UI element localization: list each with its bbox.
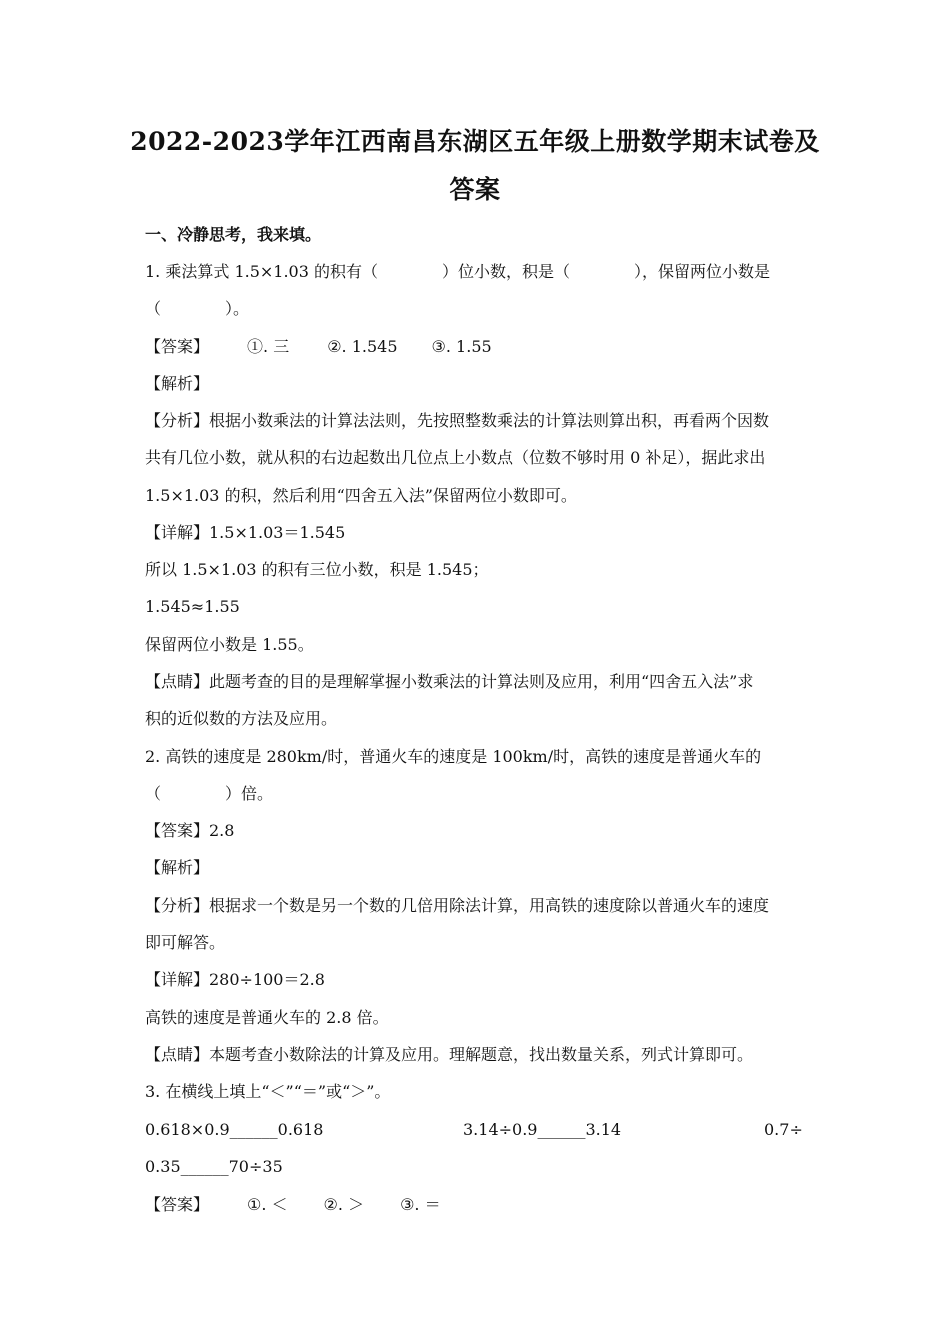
- q1-detail-a: 所以 1.5×1.03 的积有三位小数，积是 1.545；: [145, 560, 489, 579]
- q3-line-1: 3. 在横线上填上“＜”“＝”或“＞”。: [145, 1082, 391, 1101]
- q1-comment-1: 【点睛】此题考查的目的是理解掌握小数乘法的计算法则及应用，利用“四舍五入法”求: [145, 672, 754, 691]
- q1-comment-2: 积的近似数的方法及应用。: [145, 709, 338, 728]
- q1-jiexi: 【解析】: [145, 374, 210, 393]
- title-line-2: 答案: [449, 175, 501, 204]
- q2-jiexi: 【解析】: [145, 858, 210, 877]
- q1-detail-b: 1.545≈1.55: [145, 597, 240, 616]
- answer-c: ③. ＝: [400, 1195, 441, 1214]
- q2-analysis-1: 【分析】根据求一个数是另一个数的几倍用除法计算，用高铁的速度除以普通火车的速度: [145, 896, 770, 915]
- q3-expr-2: 3.14÷0.9______3.14: [463, 1120, 622, 1139]
- answer-b: ②. ＞: [323, 1195, 365, 1214]
- q2-detail: 【详解】280÷100＝2.8: [145, 970, 325, 989]
- q2-line-1: 2. 高铁的速度是 280km/时，普通火车的速度是 100km/时，高铁的速度是普通火车的: [145, 747, 762, 766]
- q2-detail-a: 高铁的速度是普通火车的 2.8 倍。: [145, 1008, 389, 1027]
- q3-expr-1: 0.618×0.9______0.618: [145, 1120, 324, 1139]
- q2-answer: 【答案】2.8: [145, 821, 235, 840]
- answer-b: ②. 1.545: [327, 337, 398, 356]
- answer-tag: 【答案】: [145, 1195, 210, 1214]
- q2-line-2: （ ）倍。: [145, 784, 274, 803]
- q3-expr-3a: 0.7÷: [764, 1120, 803, 1139]
- q1-analysis-3: 1.5×1.03 的积，然后利用“四舍五入法”保留两位小数即可。: [145, 486, 577, 505]
- q1-detail-c: 保留两位小数是 1.55。: [145, 635, 314, 654]
- q3-answer: [145, 1194, 441, 1216]
- document-title: [110, 118, 840, 214]
- section-heading: 一、冷静思考，我来填。: [145, 225, 322, 244]
- answer-c: ③. 1.55: [431, 337, 492, 356]
- q1-answer: [145, 336, 492, 358]
- q2-comment: 【点睛】本题考查小数除法的计算及应用。理解题意，找出数量关系，列式计算即可。: [145, 1045, 754, 1064]
- q1-analysis-1: 【分析】根据小数乘法的计算法法则，先按照整数乘法的计算法则算出积，再看两个因数: [145, 411, 770, 430]
- q1-detail: 【详解】1.5×1.03＝1.545: [145, 523, 346, 542]
- q1-analysis-2: 共有几位小数，就从积的右边起数出几位点上小数点（位数不够时用 0 补足），据此求出: [145, 448, 766, 467]
- q3-expr-3b: 0.35______70÷35: [145, 1157, 283, 1176]
- q1-line-2: （ ）。: [145, 299, 250, 318]
- answer-tag: 【答案】: [145, 337, 210, 356]
- title-line-1: 2022-2023学年江西南昌东湖区五年级上册数学期末试卷及: [130, 127, 820, 156]
- answer-a: ①. ＜: [247, 1195, 288, 1214]
- q2-analysis-2: 即可解答。: [145, 933, 226, 952]
- answer-a: ①. 三: [247, 337, 290, 356]
- q1-line-1: 1. 乘法算式 1.5×1.03 的积有（ ）位小数，积是（ ），保留两位小数是: [145, 262, 771, 281]
